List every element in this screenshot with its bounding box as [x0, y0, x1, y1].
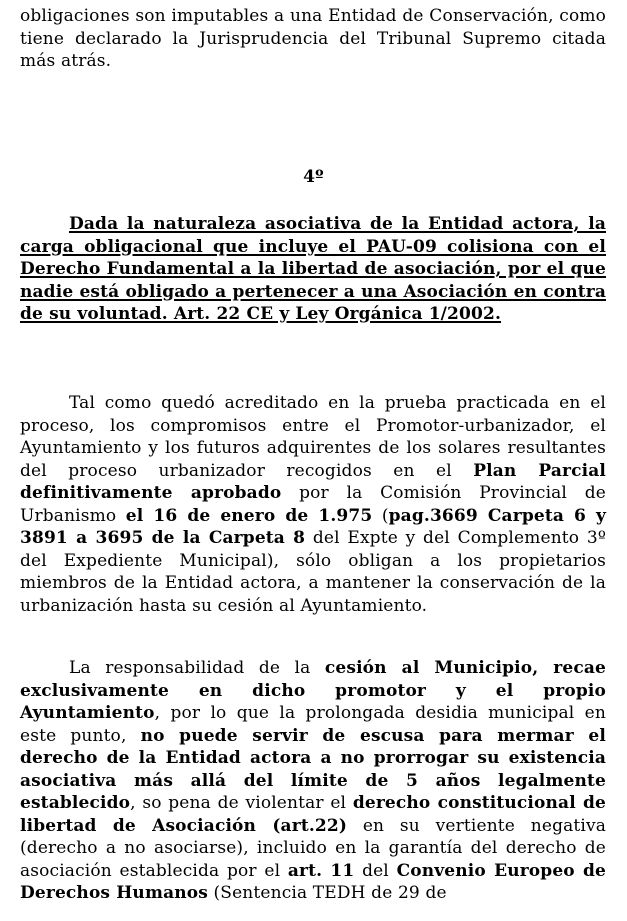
body1-bold-plan-parcial: Plan Parcial definitivamente aprobado [20, 460, 607, 503]
intro-paragraph [20, 5, 606, 73]
body2-bold-escusa: no puede servir de escusa para mermar el derecho de la Entidad actora a no prorrogar su existencia asociativa más allá del límite de 5 años legalmente establecido [20, 725, 606, 813]
body1-text-1: Tal como quedó acreditado en la prueba practicada en el proceso, los compromisos entre el Promotor-urbanizador, el Ayuntamiento y los futuros adquirentes de los solares resultantes del proceso urbanizador recogidos en el [20, 393, 606, 481]
body-paragraph-1 [20, 392, 606, 617]
body2-text-2: , por lo que la prolongada desidia municipal en este punto, [20, 703, 606, 746]
body1-bold-date: el 16 de enero de 1.975 [125, 505, 373, 526]
body2-text-5: del [354, 860, 397, 881]
section-heading-text: Dada la naturaleza asociativa de la Entidad actora, la carga obligacional que incluye el PAU-09 colisiona con el Derecho Fundamental a la libertad de asociación, por el que nadie está obligado a pertenecer a una Asociación en contra de su voluntad. Art. 22 CE y Ley Orgánica 1/2002. [20, 214, 606, 324]
body2-bold-convenio: Convenio Europeo de Derechos Humanos [20, 860, 606, 903]
body1-bold-pages: pag.3669 Carpeta 6 y 3891 a 3695 de la Carpeta 8 [20, 505, 606, 548]
body-paragraph-2 [20, 657, 606, 905]
body2-bold-cesion: cesión al Municipio, recae exclusivamente en dicho promotor y el propio Ayuntamiento [20, 658, 607, 723]
body1-text-4: del Expte y del Complemento 3º del Expediente Municipal), sólo obligan a los propietarios miembros de la Entidad actora, a mantener la conservación de la urbanización hasta su cesión al Ayuntamiento. [20, 528, 606, 616]
section-number: 4º [303, 167, 324, 187]
body1-text-3: ( [372, 505, 389, 526]
body2-text-4: en su vertiente negativa (derecho a no asociarse), incluido en la garantía del derecho de asociación establecida por el [20, 815, 607, 881]
body2-text-6: (Sentencia TEDH de 29 de [207, 883, 447, 903]
body2-bold-article: art. 11 [287, 860, 355, 881]
body1-text-2: por la Comisión Provincial de Urbanismo [20, 483, 606, 526]
body2-bold-derecho: derecho constitucional de libertad de Asociación (art.22) [20, 793, 606, 836]
intro-text: obligaciones son imputables a una Entidad de Conservación, como tiene declarado la Jurisprudencia del Tribunal Supremo citada más atrás. [20, 6, 606, 71]
body2-text-3: , so pena de violentar el [130, 793, 353, 813]
section-heading [20, 213, 606, 326]
body2-text-1: La responsabilidad de la [69, 658, 325, 678]
